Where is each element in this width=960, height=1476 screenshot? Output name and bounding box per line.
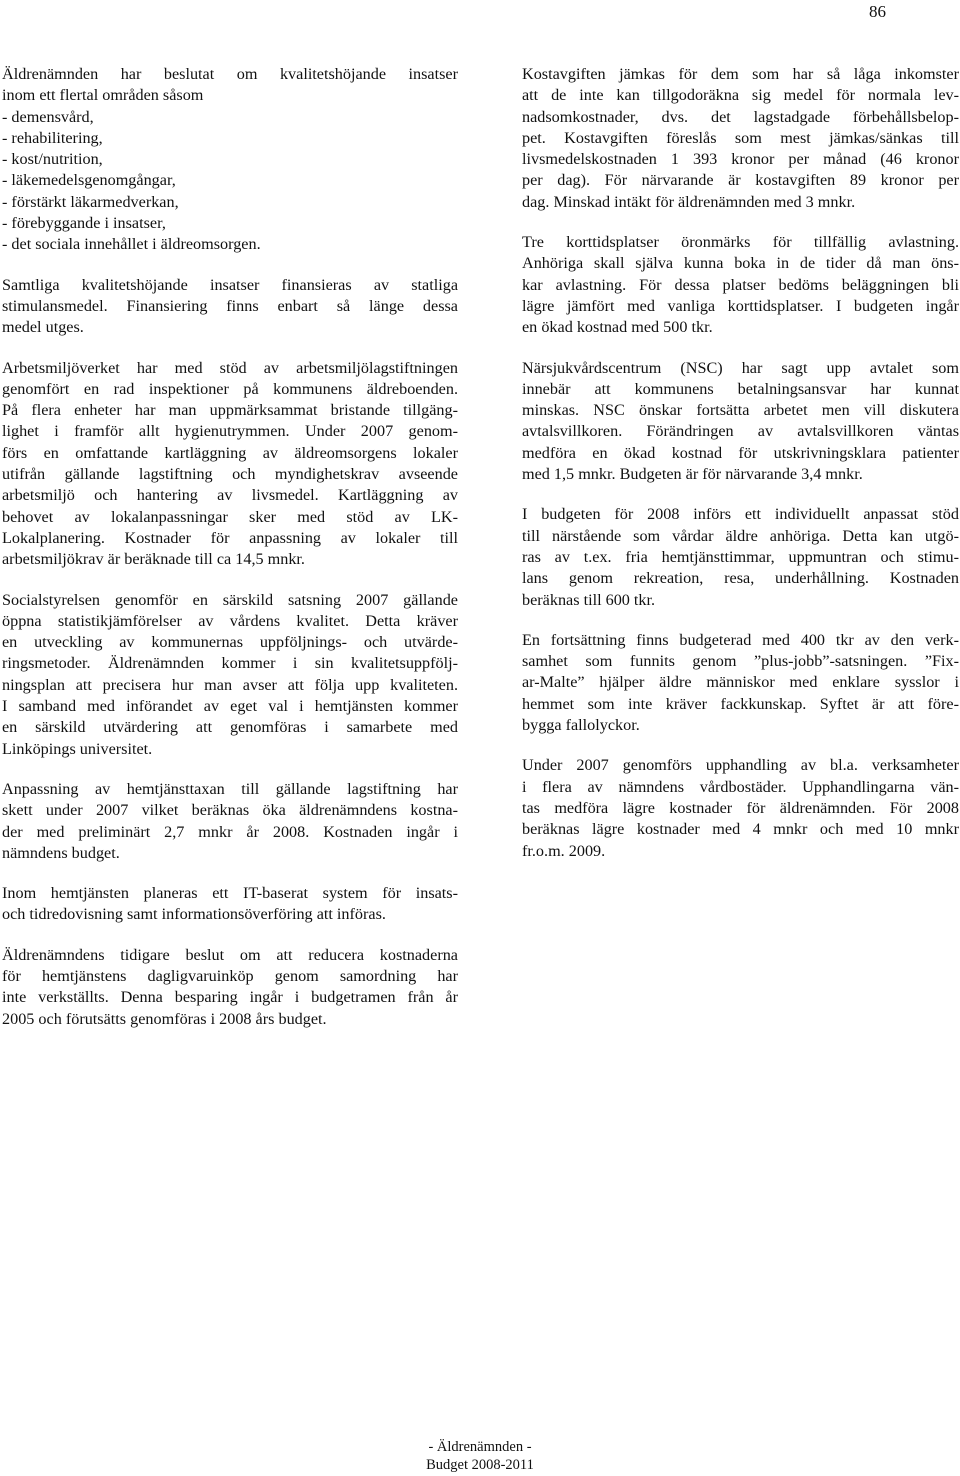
text-line: Tre korttidsplatser öronmärks för tillfällig avlastning. bbox=[522, 233, 959, 252]
text-line: Samtliga kvalitetshöjande insatser finansieras av statliga bbox=[2, 275, 458, 294]
text-line: genomfört en rad inspektioner på kommunens äldreboenden. bbox=[2, 379, 458, 398]
text-line: arbetsmiljö och hantering av livsmedel. Kartläggning av bbox=[2, 486, 458, 505]
text-line: innebär att kommunens betalningsansvar har kunnat bbox=[522, 379, 959, 398]
text-line: - demensvård, bbox=[2, 107, 94, 126]
paragraph bbox=[2, 779, 458, 864]
paragraph bbox=[522, 232, 959, 338]
text-line: Närsjukvårdscentrum (NSC) har sagt upp avtalet som bbox=[522, 358, 959, 377]
text-line: ringsmetoder. Äldrenämnden kommer i sin kvalitetsuppfölj- bbox=[2, 654, 458, 673]
text-line: inte verkställts. Denna besparing ingår i budgetramen från år bbox=[2, 988, 458, 1007]
text-line: bygga fallolyckor. bbox=[522, 716, 640, 735]
right-column bbox=[522, 64, 959, 881]
text-line: öppna statistikjämförelser av vårdens kvalitet. Detta kräver bbox=[2, 611, 458, 630]
text-line: På flera enheter har man uppmärksammat bristande tillgäng- bbox=[2, 401, 458, 420]
text-line: avtalsvillkoren. Förändringen av avtalsvillkoren väntas bbox=[522, 422, 959, 441]
text-line: medel utges. bbox=[2, 318, 84, 337]
text-line: nadsomkostnader, dvs. det lagstadgade förbehållsbelop- bbox=[522, 107, 959, 126]
text-line: - kost/nutrition, bbox=[2, 150, 103, 169]
text-line: lighet i framför allt hygienutrymmen. Under 2007 genom- bbox=[2, 422, 458, 441]
text-line: Anhöriga skall själva kunna boka in de tider då man öns- bbox=[522, 254, 959, 273]
paragraph bbox=[2, 945, 458, 1030]
text-line: der med preliminärt 2,7 mnkr år 2008. Kostnaden ingår i bbox=[2, 822, 458, 841]
text-line: Linköpings universitet. bbox=[2, 739, 153, 758]
text-line: hemmet som inte kräver fackkunskap. Syftet är att före- bbox=[522, 694, 959, 713]
text-line: tas medföra lägre kostnader för äldrenämnden. För 2008 bbox=[522, 798, 959, 817]
text-line: Lokalplanering. Kostnader för anpassning av lokaler till bbox=[2, 528, 458, 547]
text-line: med 1,5 mnkr. Budgeten är för närvarande 3,4 mnkr. bbox=[522, 465, 863, 484]
text-line: Äldrenämnden har beslutat om kvalitetshöjande insatser bbox=[2, 65, 458, 83]
text-line: medföra en ökad kostnad för utskrivningsklara patienter bbox=[522, 443, 959, 462]
text-line: Arbetsmiljöverket har med stöd av arbetsmiljölagstiftningen bbox=[2, 358, 458, 377]
text-line: ningsplan att precisera hur man avser att följa upp kvaliteten. bbox=[2, 675, 458, 694]
text-line: nämndens budget. bbox=[2, 843, 120, 862]
text-line: minskas. NSC önskar fortsätta arbetet men vill diskutera bbox=[522, 401, 959, 420]
text-line: och tidredovisning samt informationsöverföring att införas. bbox=[2, 905, 386, 924]
text-line: pet. Kostavgiften föreslås som mest jämkas/sänkas till bbox=[522, 128, 959, 147]
text-line: ar-Malte” hjälper äldre människor med enklare sysslor i bbox=[522, 673, 959, 692]
paragraph bbox=[522, 64, 959, 213]
page-number: 86 bbox=[869, 2, 886, 21]
text-line: i flera av nämndens vårdbostäder. Upphandlingarna vän- bbox=[522, 777, 959, 796]
text-line: - förebyggande i insatser, bbox=[2, 214, 166, 233]
text-line: utifrån gällande lagstiftning och myndighetskrav avseende bbox=[2, 465, 458, 484]
text-line: stimulansmedel. Finansiering finns enbart så länge dessa bbox=[2, 296, 458, 315]
text-line: Äldrenämndens tidigare beslut om att reducera kostnaderna bbox=[2, 945, 458, 964]
text-line: Under 2007 genomförs upphandling av bl.a. verksamheter bbox=[522, 756, 959, 775]
text-line: samhet som funnits genom ”plus-jobb”-satsningen. ”Fix- bbox=[522, 652, 959, 671]
left-column bbox=[2, 64, 458, 1049]
text-line: - läkemedelsgenomgångar, bbox=[2, 171, 176, 190]
text-line: Kostavgiften jämkas för dem som har så låga inkomster bbox=[522, 65, 959, 83]
text-line: dag. Minskad intäkt för äldrenämnden med 3 mnkr. bbox=[522, 192, 856, 211]
text-line: arbetsmiljökrav är beräknade till ca 14,5 mnkr. bbox=[2, 550, 305, 569]
text-line: att de inte kan tillgodoräkna sig medel för normala lev- bbox=[522, 86, 959, 105]
text-line: skett under 2007 vilket beräknas öka äldrenämndens kostna- bbox=[2, 801, 458, 820]
text-line: Socialstyrelsen genomför en särskild satsning 2007 gällande bbox=[2, 590, 458, 609]
paragraph bbox=[522, 504, 959, 610]
paragraph bbox=[2, 64, 458, 256]
paragraph bbox=[2, 590, 458, 760]
paragraph bbox=[522, 630, 959, 736]
text-line: En fortsättning finns budgeterad med 400 tkr av den verk- bbox=[522, 630, 959, 649]
paragraph bbox=[522, 755, 959, 861]
text-line: - rehabilitering, bbox=[2, 128, 103, 147]
text-line: för hemtjänstens dagligvaruinköp genom samordning har bbox=[2, 966, 458, 985]
text-line: per dag). För närvarande är kostavgiften 89 kronor per bbox=[522, 171, 959, 190]
text-line: fr.o.m. 2009. bbox=[522, 841, 606, 860]
text-line: lans genom rekreation, resa, underhållning. Kostnaden bbox=[522, 569, 959, 588]
text-line: behovet av lokalanpassningar sker med stöd av LK- bbox=[2, 507, 458, 526]
text-line: Anpassning av hemtjänsttaxan till gällande lagstiftning har bbox=[2, 779, 458, 798]
text-line: till närstående som vårdar äldre anhöriga. Detta kan utgö- bbox=[522, 526, 959, 545]
text-line: - det sociala innehållet i äldreomsorgen. bbox=[2, 235, 261, 254]
text-line: livsmedelskostnaden 1 393 kronor per månad (46 kronor bbox=[522, 150, 959, 169]
paragraph bbox=[522, 358, 959, 486]
paragraph bbox=[2, 275, 458, 339]
text-line: lägre jämfört med vanliga korttidsplatser. I budgeten ingår bbox=[522, 296, 959, 315]
text-line: en särskild utvärdering att genomföras i samarbete med bbox=[2, 718, 458, 737]
text-line: förs en omfattande kartläggning av äldreomsorgens lokaler bbox=[2, 443, 458, 462]
paragraph bbox=[2, 883, 458, 926]
text-line: 2005 och förutsätts genomföras i 2008 års budget. bbox=[2, 1009, 327, 1028]
paragraph bbox=[2, 358, 458, 571]
text-line: I samband med införandet av eget val i hemtjänsten kommer bbox=[2, 697, 458, 716]
footer-budget-period: Budget 2008-2011 bbox=[426, 1457, 534, 1473]
text-line: beräknas till 600 tkr. bbox=[522, 590, 656, 609]
text-line: - förstärkt läkarmedverkan, bbox=[2, 192, 179, 211]
footer-department: - Äldrenämnden - bbox=[428, 1439, 532, 1455]
text-line: Inom hemtjänsten planeras ett IT-baserat system för insats- bbox=[2, 884, 458, 903]
text-line: en ökad kostnad med 500 tkr. bbox=[522, 318, 713, 337]
text-line: I budgeten för 2008 införs ett individuellt anpassat stöd bbox=[522, 505, 959, 524]
text-line: ras av t.ex. fria hemtjänsttimmar, uppmuntran och stimu- bbox=[522, 547, 959, 566]
text-line: beräknas lägre kostnader med 4 mnkr och med 10 mnkr bbox=[522, 820, 959, 839]
text-line: inom ett flertal områden såsom bbox=[2, 86, 204, 105]
text-line: en utveckling av kommunernas uppföljnings- och utvärde- bbox=[2, 633, 458, 652]
text-line: kar avlastning. För dessa platser bedöms beläggningen bli bbox=[522, 275, 959, 294]
